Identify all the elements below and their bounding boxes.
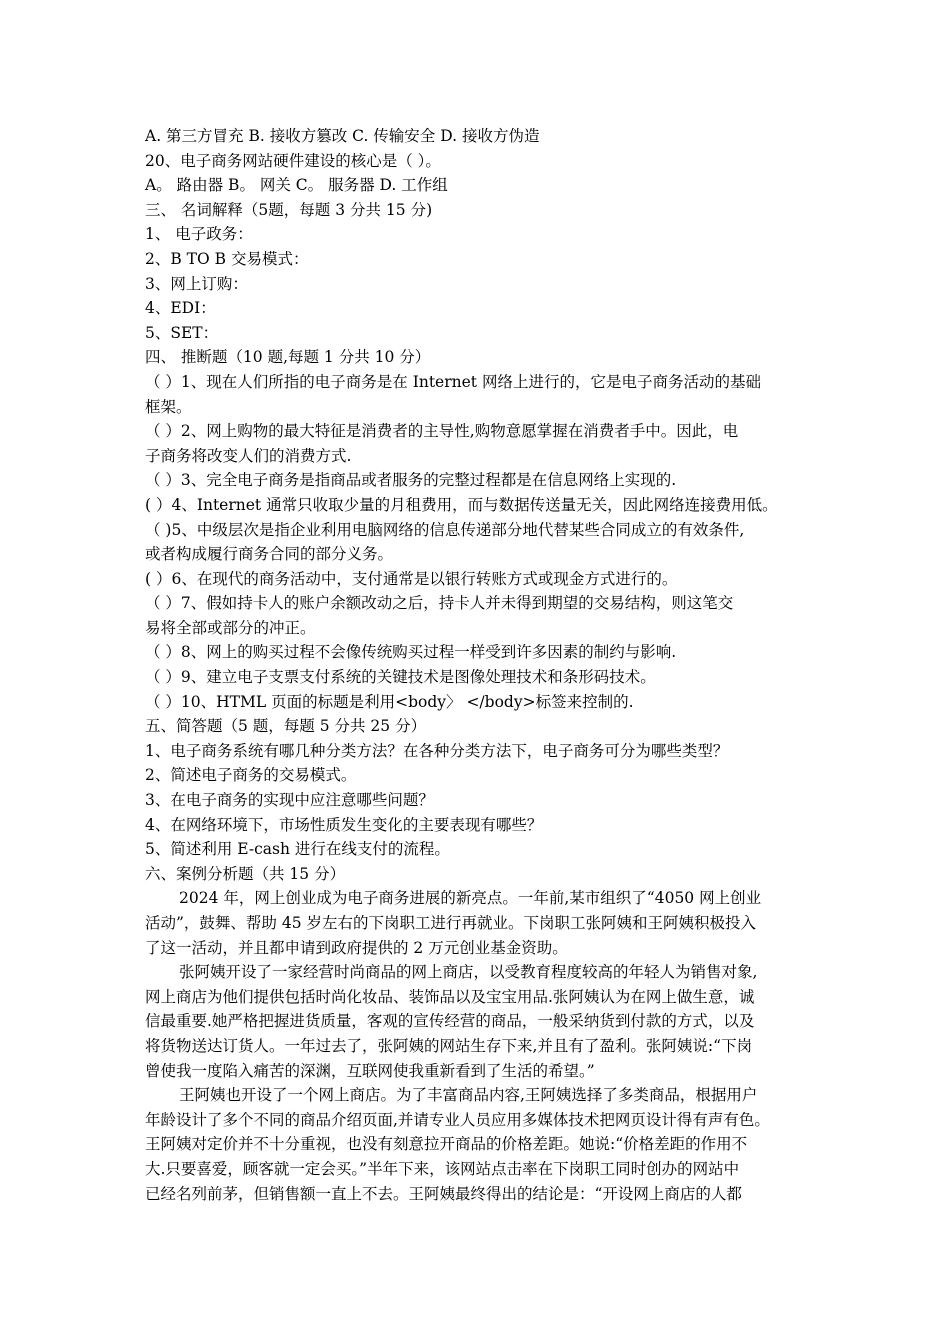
text-line: A. 第三方冒充 B. 接收方篡改 C. 传输安全 D. 接收方伪造 [145,127,540,145]
text-line: 框架。 [145,397,192,416]
text-line: 20、电子商务网站硬件建设的核心是（ ）。 [145,151,441,170]
text-line: 大.只要喜爱，顾客就一定会买。”半年下来，该网站点击率在下岗职工同时创办的网站中 [145,1159,740,1178]
text-line: 2、B TO B 交易模式： [145,249,309,268]
text-line: ( ）6、在现代的商务活动中，支付通常是以银行转账方式或现金方式进行的。 [145,569,678,588]
text-line: 已经名列前茅，但销售额一直上不去。王阿姨最终得出的结论是：“开设网上商店的人都 [145,1184,742,1203]
text-line: 王阿姨也开设了一个网上商店。为了丰富商品内容,王阿姨选择了多类商品，根据用户 [179,1086,758,1105]
text-line: 1、 电子政务： [145,225,253,244]
text-line: 2、简述电子商务的交易模式。 [145,766,357,785]
text-line: 4、EDI： [145,299,216,318]
text-line: 3、在电子商务的实现中应注意哪些问题？ [145,791,434,810]
text-line: （ ）1、现在人们所指的电子商务是在 Internet 网络上进行的，它是电子商务活动的基础 [145,372,761,391]
text-line: （ ）9、建立电子支票支付系统的关键技术是图像处理技术和条形码技术。 [145,668,656,687]
text-line: 活动”，鼓舞、帮助 45 岁左右的下岗职工进行再就业。下岗职工张阿姨和王阿姨积极投入 [145,914,757,932]
text-line: 5、简述利用 E-cash 进行在线支付的流程。 [145,840,450,859]
text-line: 了这一活动，并且都申请到政府提供的 2 万元创业基金资助。 [145,938,568,957]
text-line: （ ）3、完全电子商务是指商品或者服务的完整过程都是在信息网络上实现的. [145,471,677,490]
text-line: 将货物送达订货人。一年过去了，张阿姨的网站生存下来,并且有了盈利。张阿姨说:“下岗 [145,1036,753,1055]
text-line: 2024 年，网上创业成为电子商务进展的新亮点。一年前,某市组织了“4050 网上创业 [179,889,762,908]
text-line: （ )5、中级层次是指企业利用电脑网络的信息传递部分地代替某些合同成立的有效条件, [145,520,745,539]
document-body [145,124,810,1206]
text-line: （ ）8、网上的购买过程不会像传统购买过程一样受到许多因素的制约与影响. [145,643,677,662]
text-line: 四、 推断题（10 题,每题 1 分共 10 分） [145,348,431,367]
text-line: 网上商店为他们提供包括时尚化妆品、装饰品以及宝宝用品.张阿姨认为在网上做生意，诚 [145,987,755,1006]
text-line: 易将全部或部分的冲正。 [145,618,316,637]
text-line: ( ）4、Internet 通常只收取少量的月租费用，而与数据传送量无关，因此网络连接费用低。 [145,495,778,514]
text-line: 1、电子商务系统有哪几种分类方法？在各种分类方法下，电子商务可分为哪些类型？ [145,741,729,760]
text-line: 4、在网络环境下，市场性质发生变化的主要表现有哪些？ [145,815,543,834]
text-line: （ ）2、网上购物的最大特征是消费者的主导性,购物意愿掌握在消费者手中。因此，电 [145,422,739,441]
text-line: 五、简答题（5 题，每题 5 分共 25 分） [145,717,427,736]
text-line: 六、案例分析题（共 15 分） [145,864,346,883]
text-line: A。 路由器 B。 网关 C。 服务器 D. 工作组 [145,176,448,195]
text-line: （ ）10、HTML 页面的标题是利用<body〉 </body>标签来控制的. [145,692,634,711]
text-line: 子商务将改变人们的消费方式. [145,446,352,465]
text-line: 年龄设计了多个不同的商品介绍页面,并请专业人员应用多媒体技术把网页设计得有声有色。 [145,1110,770,1129]
text-line: 5、SET： [145,323,219,342]
text-line: 王阿姨对定价并不十分重视，也没有刻意拉开商品的价格差距。她说:“价格差距的作用不 [145,1135,748,1154]
text-line: 三、 名词解释（5题，每题 3 分共 15 分) [145,200,433,219]
text-line: （ ）7、假如持卡人的账户余额改动之后，持卡人并未得到期望的交易结构，则这笔交 [145,594,734,613]
text-line: 信最重要.她严格把握进货质量，客观的宣传经营的商品，一般采纳货到付款的方式，以及 [145,1012,755,1031]
text-line: 3、网上订购： [145,274,248,293]
text-line: 曾使我一度陷入痛苦的深渊，互联网使我重新看到了生活的希望。” [145,1061,595,1080]
text-line: 或者构成履行商务合同的部分义务。 [145,545,394,564]
text-line: 张阿姨开设了一家经营时尚商品的网上商店，以受教育程度较高的年轻人为销售对象, [179,963,758,982]
